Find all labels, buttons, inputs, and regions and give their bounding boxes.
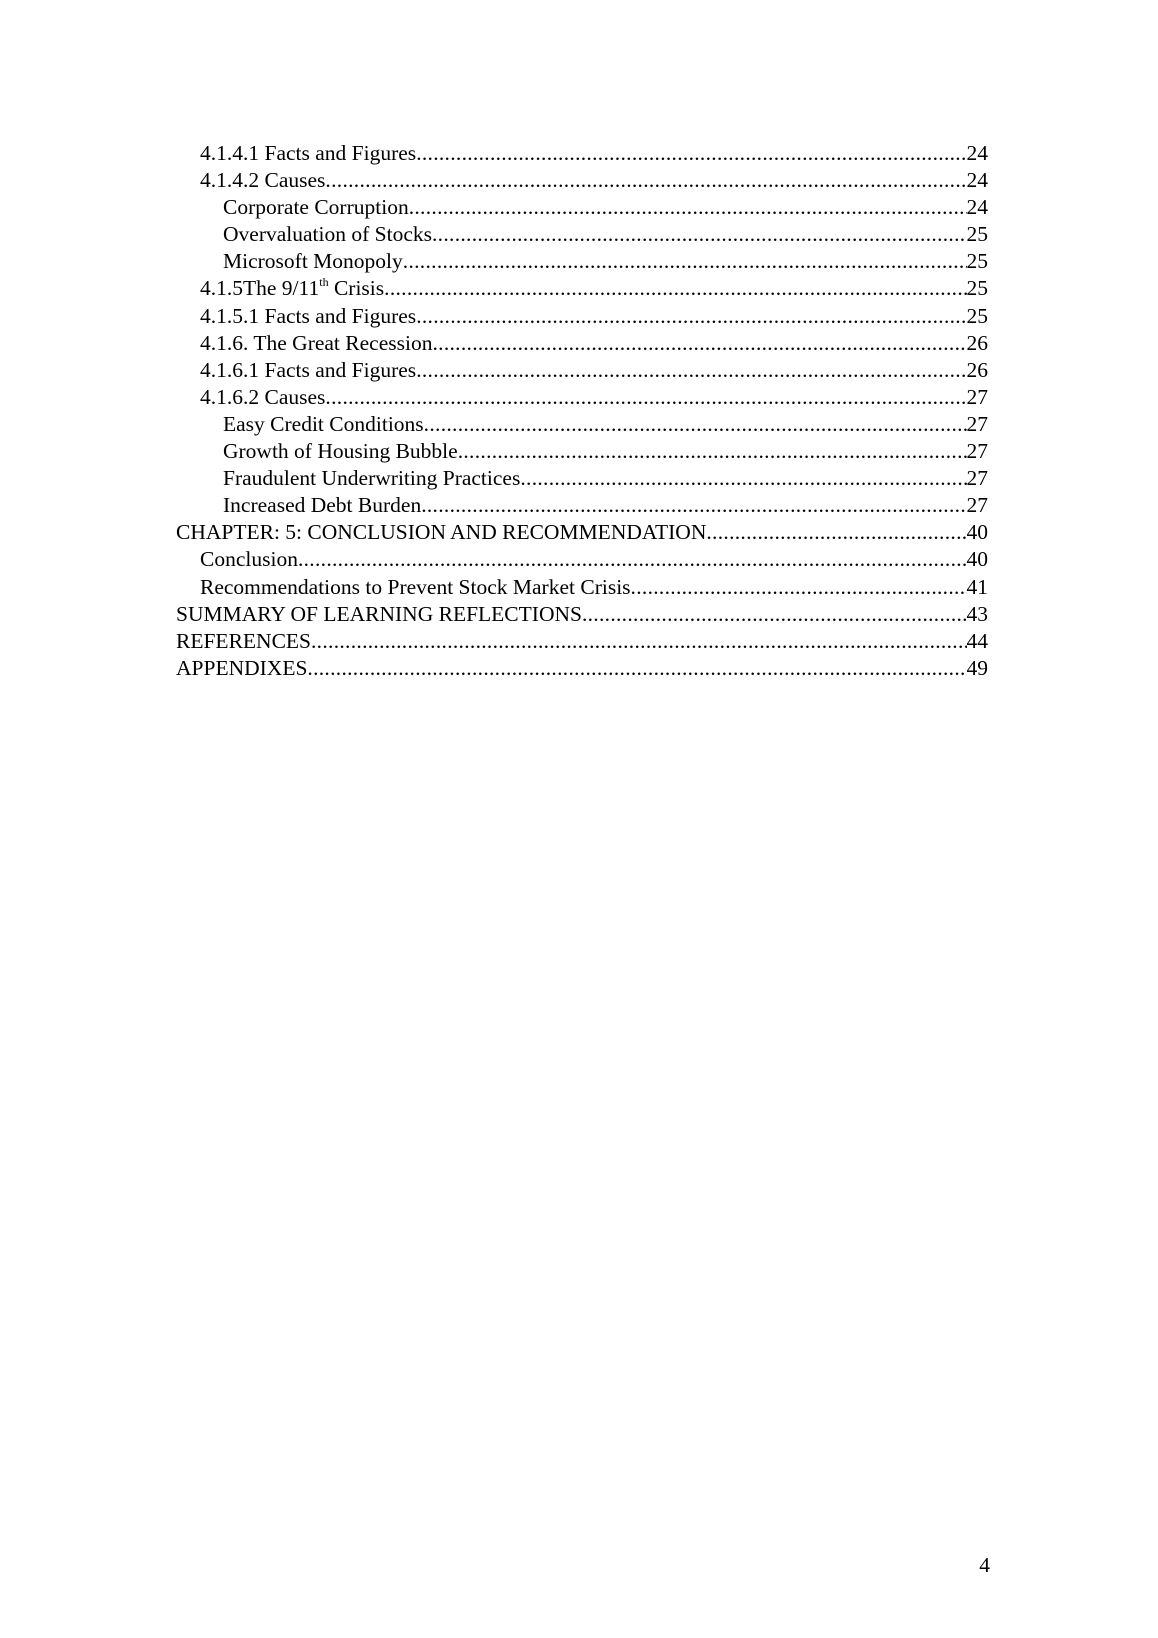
toc-entry-title: Growth of Housing Bubble — [223, 439, 458, 464]
toc-entry[interactable] — [176, 519, 988, 546]
toc-entry-page: 27 — [966, 384, 988, 409]
toc-dot-leader — [311, 628, 967, 655]
toc-dot-leader — [458, 438, 967, 465]
toc-entry-title-suffix: Crisis — [328, 276, 385, 301]
toc-entry-page: 27 — [966, 493, 988, 518]
toc-entry[interactable] — [176, 574, 988, 601]
toc-entry-title: Easy Credit Conditions — [223, 411, 424, 436]
toc-entry[interactable] — [176, 248, 988, 275]
toc-dot-leader — [307, 655, 966, 682]
toc-entry-title: REFERENCES — [176, 628, 311, 653]
toc-entry-title-prefix: 4.1.5The 9/11 — [200, 276, 320, 301]
toc-dot-leader — [416, 357, 966, 384]
toc-entry[interactable] — [176, 655, 988, 682]
toc-entry-page: 25 — [966, 249, 988, 274]
toc-entry-title: Conclusion — [200, 547, 298, 572]
toc-dot-leader — [298, 546, 967, 573]
toc-entry-page: 24 — [966, 141, 988, 165]
toc-entry-title: 4.1.6.1 Facts and Figures — [200, 357, 417, 382]
toc-dot-leader — [416, 303, 966, 330]
toc-entry-page: 40 — [966, 547, 988, 572]
toc-dot-leader — [325, 384, 966, 411]
toc-entry[interactable] — [176, 411, 988, 438]
toc-entry-title: 4.1.5.1 Facts and Figures — [200, 303, 417, 328]
toc-entry-page: 27 — [966, 466, 988, 491]
toc-entry-page: 44 — [966, 628, 988, 653]
toc-dot-leader — [384, 275, 966, 302]
toc-dot-leader — [421, 492, 966, 519]
toc-entry-page: 25 — [966, 303, 988, 328]
toc-dot-leader — [631, 574, 967, 601]
toc-dot-leader — [432, 221, 967, 248]
toc-entry[interactable] — [176, 601, 988, 628]
toc-entry[interactable] — [176, 492, 988, 519]
toc-entry-page: 43 — [966, 601, 988, 626]
toc-entry-page: 25 — [966, 276, 988, 301]
toc-entry-title: 4.1.4.2 Causes — [200, 168, 326, 193]
toc-entry-page: 26 — [966, 330, 988, 355]
toc-entry[interactable] — [176, 628, 988, 655]
page-number: 4 — [979, 1553, 990, 1577]
toc-entry[interactable] — [176, 221, 988, 248]
toc-dot-leader — [706, 519, 966, 546]
toc-entry-title: APPENDIXES — [176, 655, 308, 680]
toc-entry[interactable] — [176, 357, 988, 384]
toc-entry-title: Microsoft Monopoly — [223, 249, 403, 274]
toc-dot-leader — [520, 465, 966, 492]
toc-entry[interactable] — [176, 330, 988, 357]
toc-entry-page: 25 — [966, 222, 988, 247]
toc-entry-title: Recommendations to Prevent Stock Market Crisis — [200, 574, 631, 599]
toc-entry-page: 24 — [966, 195, 988, 220]
toc-entry-page: 27 — [966, 411, 988, 436]
toc-dot-leader — [403, 248, 967, 275]
toc-dot-leader — [409, 194, 967, 221]
toc-entry-title: 4.1.6.2 Causes — [200, 384, 326, 409]
toc-entry[interactable] — [176, 140, 988, 167]
toc-entry-page: 41 — [966, 574, 988, 599]
toc-entry-title: Increased Debt Burden — [223, 493, 422, 518]
table-of-contents — [176, 140, 988, 682]
toc-dot-leader — [424, 411, 967, 438]
toc-entry-title: CHAPTER: 5: CONCLUSION AND RECOMMENDATION — [176, 520, 707, 545]
toc-entry[interactable] — [176, 275, 988, 302]
toc-dot-leader — [432, 330, 966, 357]
toc-entry[interactable] — [176, 384, 988, 411]
toc-entry[interactable] — [176, 465, 988, 492]
toc-dot-leader — [325, 167, 966, 194]
toc-entry-page: 26 — [966, 357, 988, 382]
toc-entry[interactable] — [176, 167, 988, 194]
toc-entry-title: 4.1.4.1 Facts and Figures — [200, 141, 417, 165]
toc-dot-leader — [416, 140, 966, 167]
toc-entry-title: Overvaluation of Stocks — [223, 222, 432, 247]
toc-entry-title: SUMMARY OF LEARNING REFLECTIONS — [176, 601, 582, 626]
toc-dot-leader — [582, 601, 967, 628]
toc-entry[interactable] — [176, 546, 988, 573]
toc-entry[interactable] — [176, 194, 988, 221]
toc-entry-page: 49 — [966, 655, 988, 680]
toc-entry[interactable] — [176, 438, 988, 465]
toc-entry-title: Corporate Corruption — [223, 195, 409, 220]
toc-entry-page: 27 — [966, 439, 988, 464]
toc-entry-title: Fraudulent Underwriting Practices — [223, 466, 521, 491]
ordinal-superscript: th — [319, 275, 329, 290]
toc-entry[interactable] — [176, 303, 988, 330]
toc-entry-page: 40 — [966, 520, 988, 545]
toc-entry-title: 4.1.6. The Great Recession — [200, 330, 433, 355]
toc-entry-page: 24 — [966, 168, 988, 193]
toc-entry-title — [200, 275, 384, 302]
